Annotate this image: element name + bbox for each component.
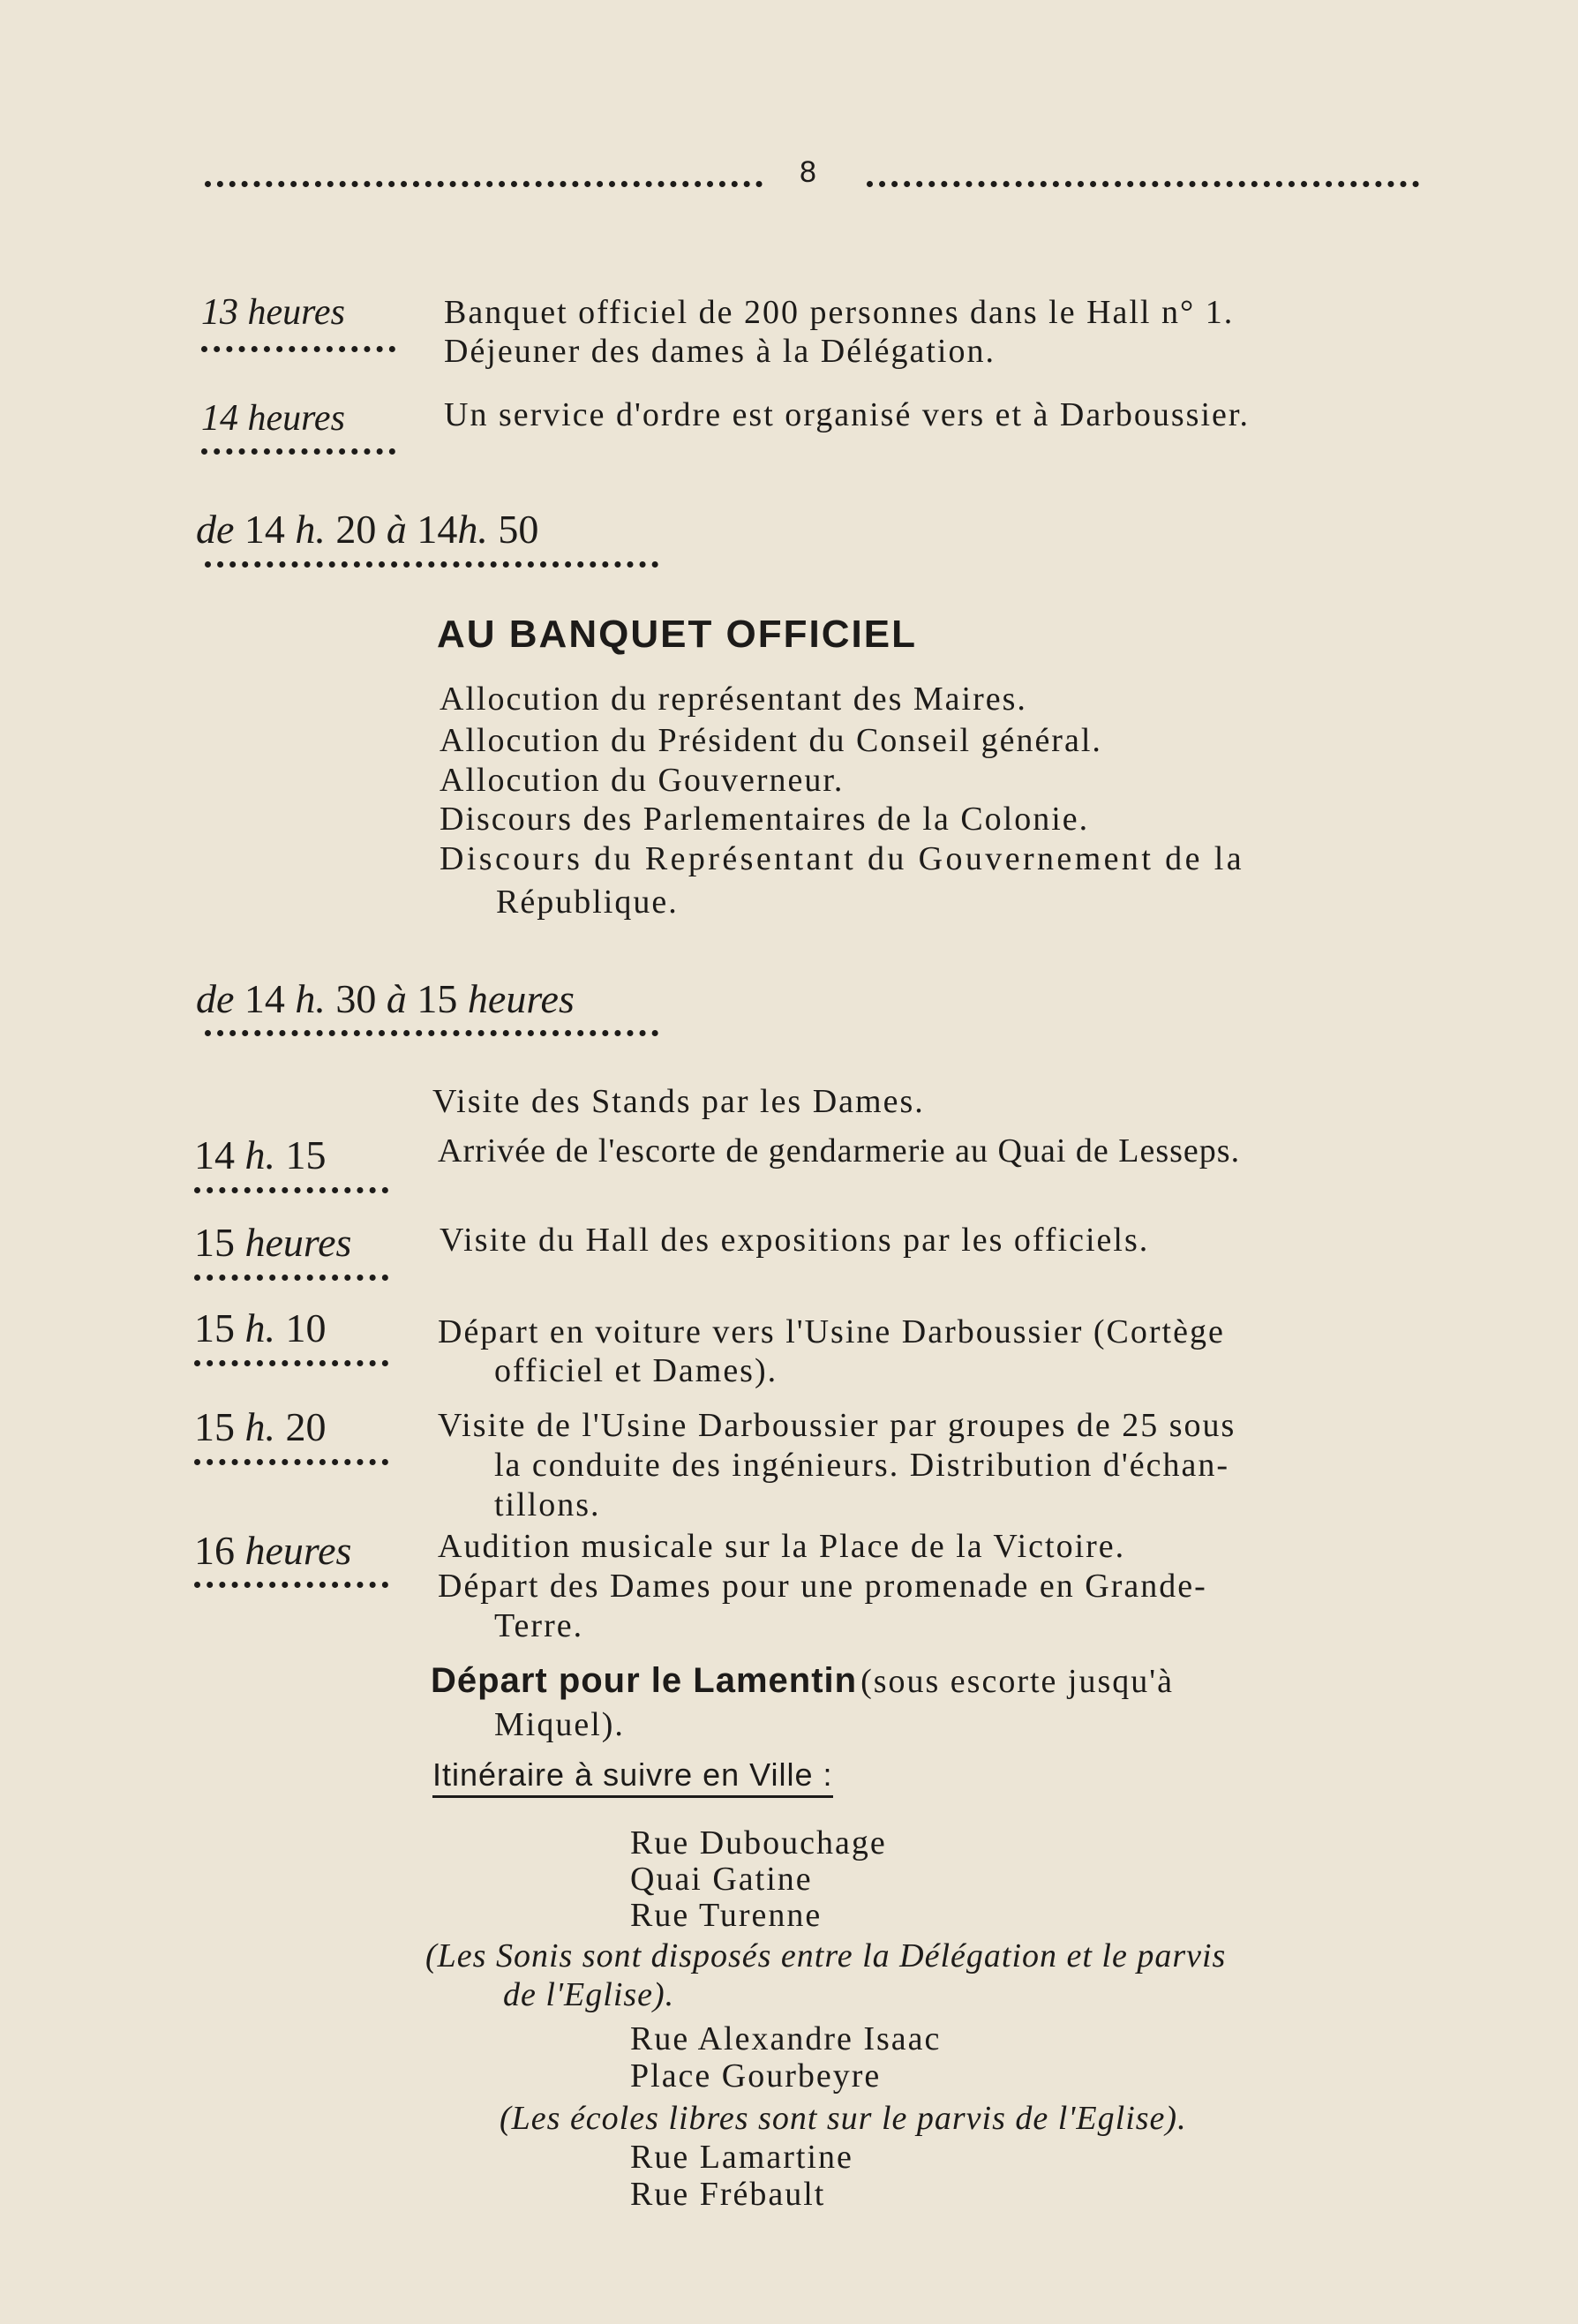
time-unit: heures [247, 398, 345, 439]
range-h-1: h. [295, 976, 326, 1021]
section-heading: AU BANQUET OFFICIEL [437, 613, 917, 656]
time-hour: 14 [201, 398, 238, 439]
time-label [201, 397, 345, 440]
time-unit: heures [247, 292, 345, 333]
time-unit: h. [244, 1132, 275, 1177]
time-underline [201, 346, 395, 352]
banquet-line: Allocution du représentant des Maires. [440, 681, 1027, 718]
range-a: à [386, 976, 407, 1021]
entry-line: Départ en voiture vers l'Usine Darboussier (Cortège [438, 1313, 1225, 1350]
range-unit-2: heures [467, 976, 575, 1021]
banquet-line: Discours des Parlementaires de la Colonie. [440, 801, 1090, 838]
entry-line: Terre. [494, 1607, 584, 1644]
time-label [194, 1527, 351, 1574]
time-range [196, 506, 538, 553]
banquet-line: Discours du Représentant du Gouvernement de la [440, 840, 1244, 877]
range-min-2: 50 [498, 507, 539, 552]
depart-line [431, 1661, 1174, 1701]
depart-continuation: Miquel). [494, 1706, 625, 1743]
itinerary-note: (Les Sonis sont disposés entre la Délégation et le parvis [425, 1937, 1227, 1974]
street: Rue Alexandre Isaac [630, 2020, 942, 2057]
street: Rue Turenne [630, 1897, 823, 1934]
time-minute: 15 [285, 1132, 327, 1177]
time-label [194, 1403, 327, 1450]
range-hour-1: 14 [244, 976, 285, 1021]
range-a: à [386, 507, 407, 552]
header-rule-left [205, 181, 763, 187]
time-unit: h. [244, 1404, 275, 1449]
range-min-1: 30 [335, 976, 377, 1021]
time-minute: 20 [285, 1404, 327, 1449]
banquet-line: Allocution du Gouverneur. [440, 762, 845, 799]
time-underline [194, 1360, 388, 1366]
entry-line: Visite de l'Usine Darboussier par groupes de 25 sous [438, 1407, 1236, 1444]
time-underline [194, 1275, 388, 1281]
street: Rue Dubouchage [630, 1824, 887, 1861]
time-hour: 14 [194, 1132, 235, 1177]
range-underline [205, 1030, 658, 1036]
stands-line: Visite des Stands par les Dames. [432, 1083, 925, 1120]
time-label [194, 1132, 327, 1178]
entry-line: Déjeuner des dames à la Délégation. [444, 333, 996, 370]
time-label [201, 291, 345, 334]
entry-line: la conduite des ingénieurs. Distribution d'échan- [494, 1447, 1229, 1484]
time-unit: h. [244, 1305, 275, 1350]
time-hour: 15 [194, 1220, 235, 1265]
range-de: de [196, 976, 235, 1021]
time-hour: 13 [201, 292, 238, 333]
range-hour-2: 14 [417, 507, 458, 552]
range-h-2: h. [457, 507, 488, 552]
time-hour: 15 [194, 1404, 235, 1449]
street: Quai Gatine [630, 1861, 813, 1898]
itinerary-note: de l'Eglise). [503, 1976, 675, 2013]
range-de: de [196, 507, 235, 552]
entry-line: tillons. [494, 1486, 601, 1523]
itinerary-note: (Les écoles libres sont sur le parvis de l'Eglise). [500, 2100, 1187, 2137]
time-hour: 16 [194, 1528, 235, 1573]
time-range [196, 975, 575, 1022]
itinerary-title: Itinéraire à suivre en Ville : [432, 1756, 833, 1798]
header-rule-right [867, 181, 1419, 187]
range-min-1: 20 [335, 507, 377, 552]
street: Rue Frébault [630, 2176, 826, 2213]
time-hour: 15 [194, 1305, 235, 1350]
entry-line: officiel et Dames). [494, 1352, 778, 1389]
depart-bold: Départ pour le Lamentin [431, 1661, 858, 1700]
range-underline [205, 561, 658, 568]
time-underline [194, 1459, 388, 1465]
entry-line: Banquet officiel de 200 personnes dans le Hall n° 1. [444, 294, 1235, 331]
entry-line: Audition musicale sur la Place de la Victoire. [438, 1528, 1126, 1565]
time-unit: heures [244, 1220, 352, 1265]
range-hour-2: 15 [417, 976, 458, 1021]
time-underline [201, 448, 395, 455]
entry-line: Arrivée de l'escorte de gendarmerie au Quai de Lesseps. [438, 1132, 1241, 1170]
entry-line: Un service d'ordre est organisé vers et à Darboussier. [444, 396, 1250, 433]
time-underline [194, 1187, 388, 1193]
depart-rest: (sous escorte jusqu'à [860, 1663, 1174, 1700]
range-h-1: h. [295, 507, 326, 552]
time-underline [194, 1582, 388, 1588]
time-minute: 10 [285, 1305, 327, 1350]
street: Place Gourbeyre [630, 2057, 882, 2095]
time-unit: heures [244, 1528, 352, 1573]
entry-line: Départ des Dames pour une promenade en Grande- [438, 1568, 1207, 1605]
time-label [194, 1219, 351, 1266]
banquet-line: République. [496, 884, 679, 921]
street: Rue Lamartine [630, 2139, 853, 2176]
time-label [194, 1305, 327, 1351]
range-hour-1: 14 [244, 507, 285, 552]
banquet-line: Allocution du Président du Conseil général. [440, 722, 1102, 759]
page-number: 8 [800, 155, 816, 189]
entry-line: Visite du Hall des expositions par les officiels. [440, 1222, 1150, 1259]
